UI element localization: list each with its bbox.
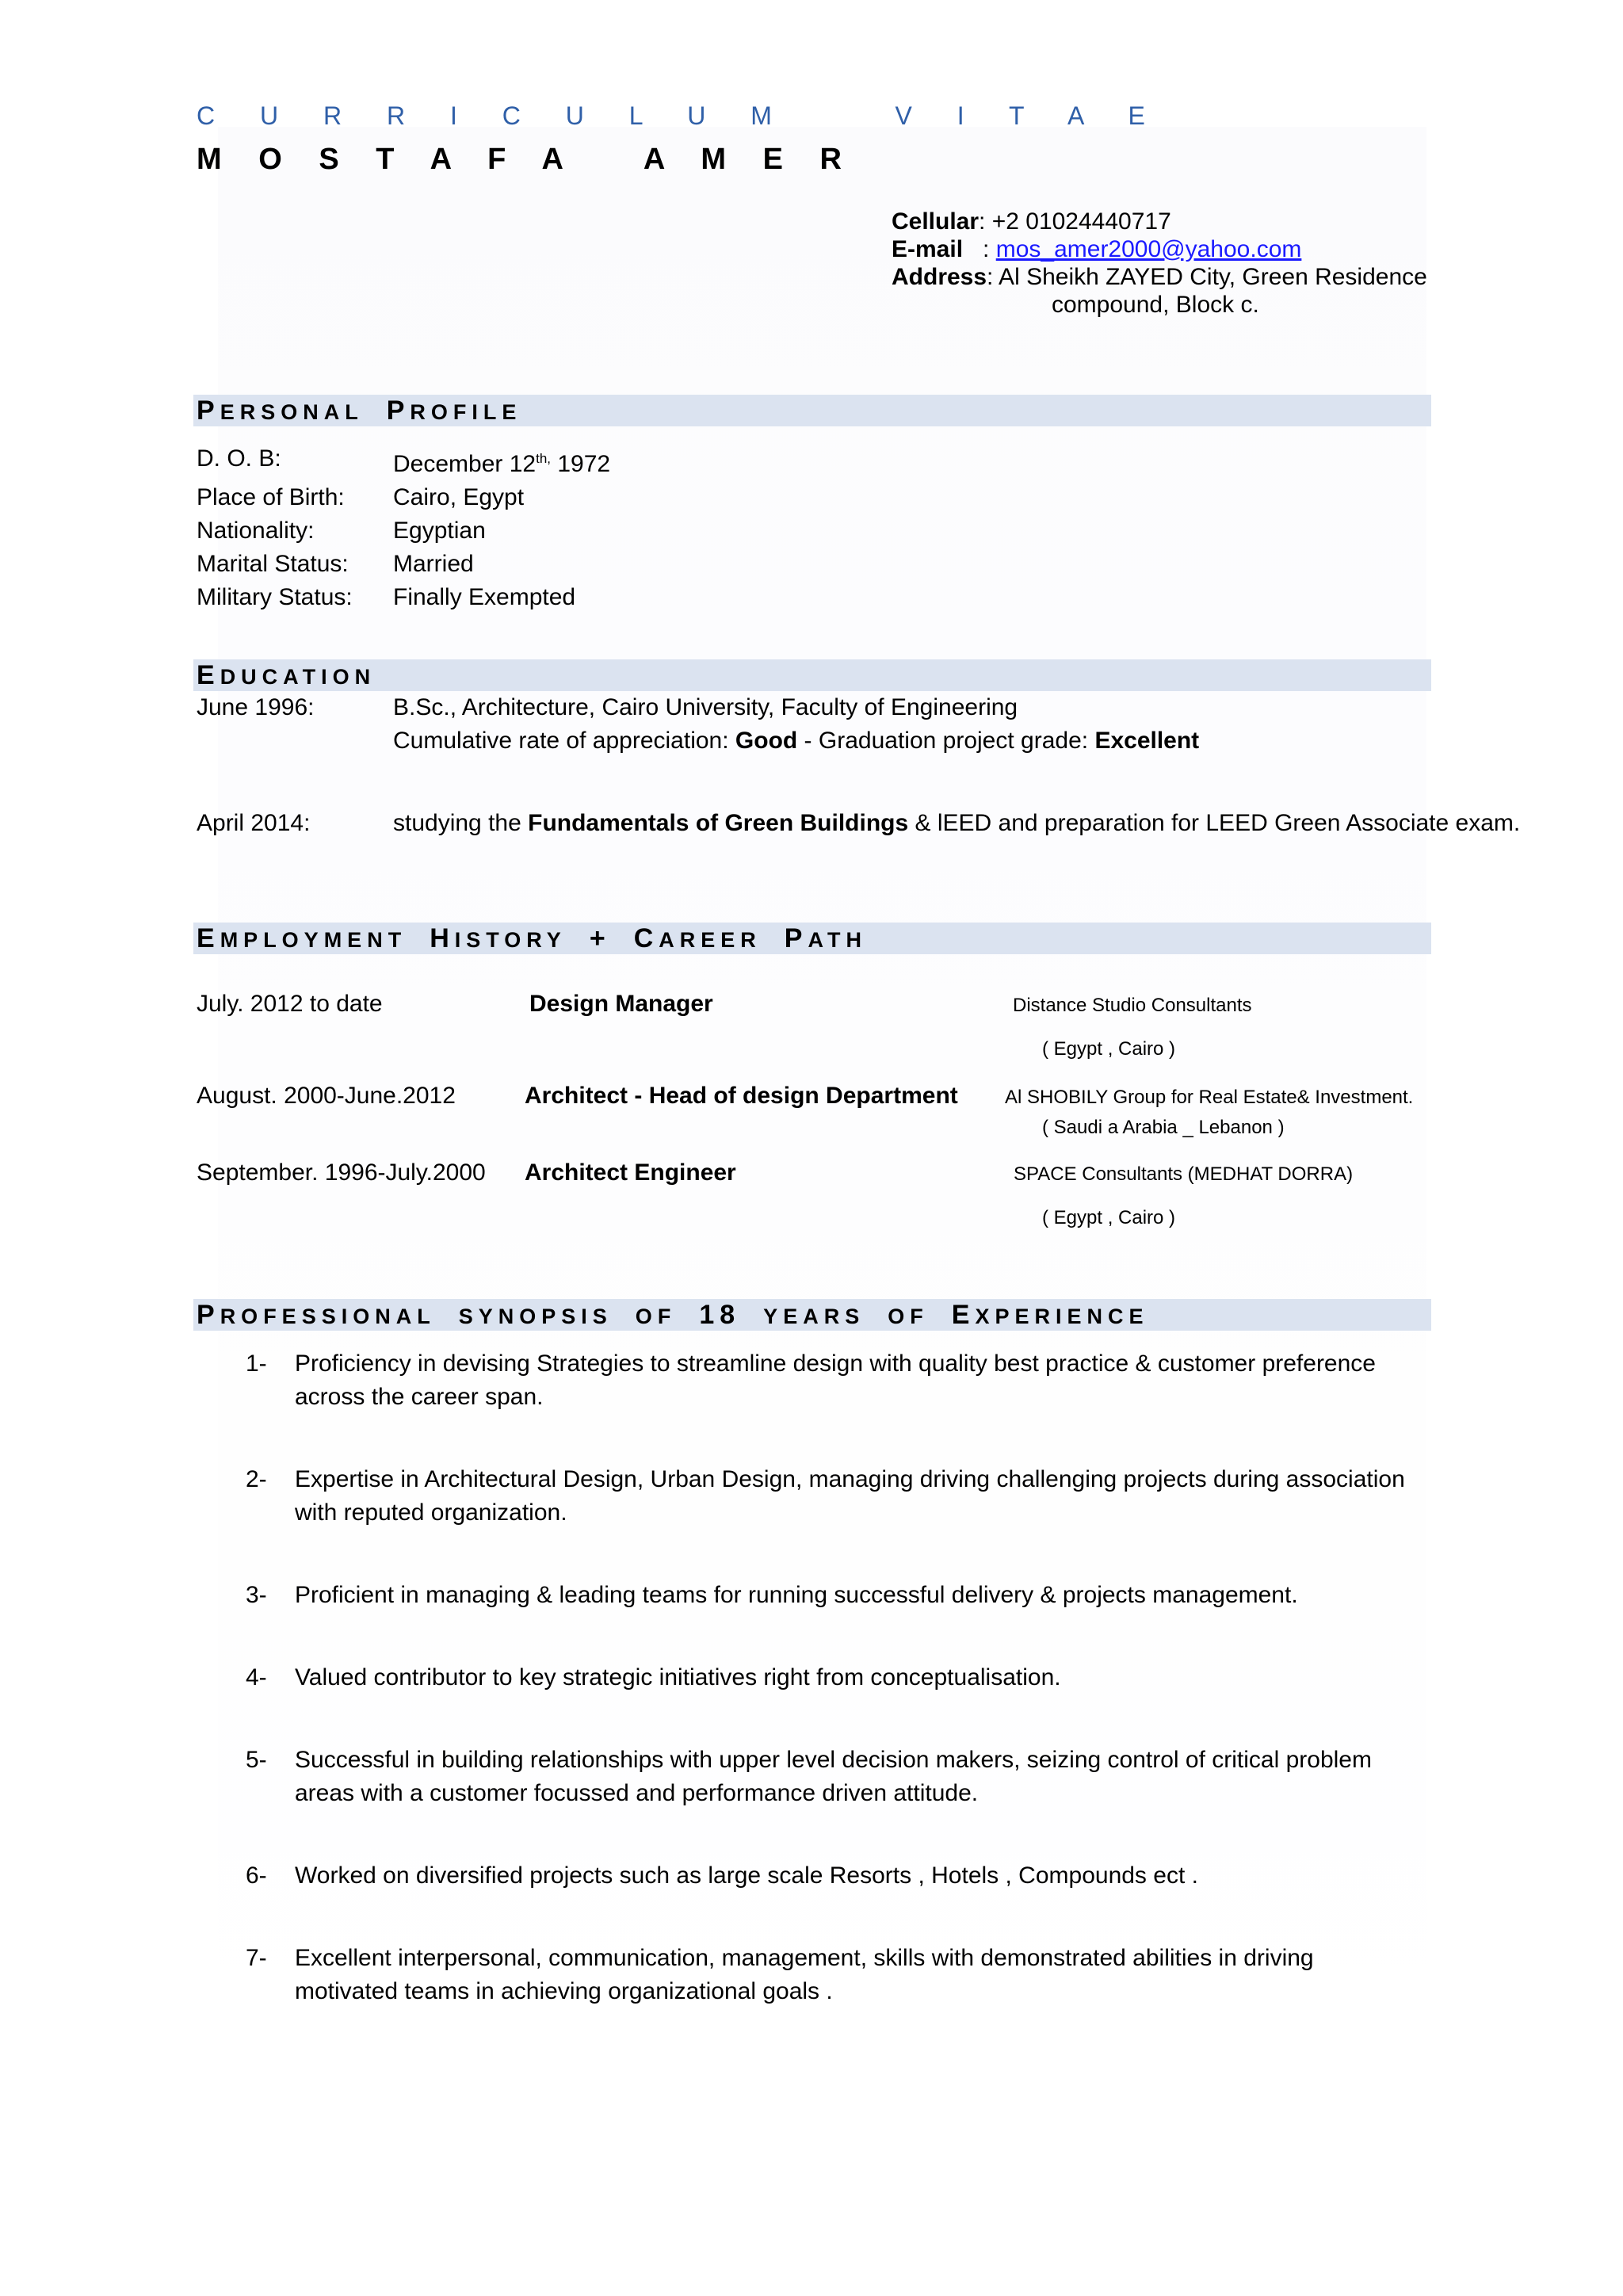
cellular-label: Cellular — [892, 208, 980, 235]
section-employment — [193, 923, 1431, 954]
cellular-value: : +2 01024440717 — [979, 208, 1171, 235]
section-education — [193, 659, 1431, 691]
pob-label: Place of Birth: — [197, 484, 345, 510]
education-course: studying the Fundamentals of Green Buildings & lEED and preparation for LEED Green Associate exam. — [393, 810, 1521, 836]
military-row — [197, 581, 610, 614]
cv-title: C U R R I C U L U M V I T A E — [197, 101, 1164, 130]
section-heading: EDUCATION — [197, 660, 376, 690]
address-label: Address — [892, 264, 987, 290]
list-item: 3- Proficient in managing & leading teams for running successful delivery & projects management. — [246, 1582, 1298, 1608]
nationality-label: Nationality: — [197, 518, 315, 544]
nationality-value: Egyptian — [393, 518, 486, 544]
education-entry-1 — [197, 691, 1423, 758]
address-line-1: : Al Sheikh ZAYED City, Green Residence — [987, 264, 1427, 290]
marital-row — [197, 548, 610, 581]
job-company: Al SHOBILY Group for Real Estate& Investment. — [1005, 1087, 1414, 1108]
job-company: Distance Studio Consultants — [1013, 995, 1252, 1016]
contact-block — [892, 208, 1427, 319]
military-label: Military Status: — [197, 584, 353, 610]
education-entry-2 — [197, 807, 1566, 840]
job-location: ( Egypt , Cairo ) — [1042, 1038, 1176, 1060]
list-item: 1- Proficiency in devising Strategies to streamline design with quality best practice & customer preference across the career span. — [246, 1350, 1376, 1410]
job-title: Design Manager — [529, 991, 713, 1017]
list-item: 6- Worked on diversified projects such as large scale Resorts , Hotels , Compounds ect . — [246, 1862, 1198, 1889]
job-date: July. 2012 to date — [197, 991, 383, 1017]
military-value: Finally Exempted — [393, 584, 576, 610]
job-location: ( Saudi a Arabia _ Lebanon ) — [1042, 1117, 1285, 1138]
section-personal-profile — [193, 395, 1431, 426]
job-date: September. 1996-July.2000 — [197, 1159, 486, 1186]
dob-row — [197, 442, 610, 481]
job-date: August. 2000-June.2012 — [197, 1083, 456, 1109]
education-date: June 1996: — [197, 694, 315, 720]
email-label: E-mail — [892, 236, 964, 262]
section-heading: PERSONAL PROFILE — [197, 395, 522, 426]
section-synopsis — [193, 1299, 1431, 1331]
dob-value: December $12^{th,}$ 1972 — [393, 451, 611, 477]
pob-value: Cairo, Egypt — [393, 484, 525, 510]
education-date: April 2014: — [197, 810, 311, 836]
cellular-row — [892, 208, 1427, 235]
candidate-name: M O S T A F A A M E R — [197, 143, 856, 176]
address-row — [892, 263, 1427, 291]
job-company: SPACE Consultants (MEDHAT DORRA) — [1014, 1163, 1354, 1185]
marital-label: Marital Status: — [197, 551, 349, 577]
education-grades: Cumulative rate of appreciation: Good - Graduation project grade: Excellent — [393, 728, 1200, 754]
personal-profile-list — [197, 442, 610, 614]
job-title: Architect - Head of design Department — [525, 1083, 958, 1109]
job-title: Architect Engineer — [525, 1159, 736, 1186]
nationality-row — [197, 514, 610, 548]
email-separator: : — [963, 236, 996, 262]
list-item: 2- Expertise in Architectural Design, Urban Design, managing driving challenging projects during association with reputed organization. — [246, 1466, 1405, 1526]
job-location: ( Egypt , Cairo ) — [1042, 1207, 1176, 1228]
education-degree: B.Sc., Architecture, Cairo University, Faculty of Engineering — [393, 694, 1018, 720]
list-item: 5- Successful in building relationships with upper level decision makers, seizing control of critical problem areas with a customer focussed and performance driven attitude. — [246, 1747, 1372, 1806]
section-heading: PROFESSIONAL SYNOPSIS OF 18 YEARS OF EXPERIENCE — [197, 1300, 1149, 1330]
pob-row — [197, 481, 610, 514]
list-item: 4- Valued contributor to key strategic initiatives right from conceptualisation. — [246, 1664, 1061, 1690]
marital-value: Married — [393, 551, 474, 577]
email-link[interactable]: mos_amer2000@yahoo.com — [995, 236, 1302, 262]
section-heading: EMPLOYMENT HISTORY + CAREER PATH — [197, 923, 867, 953]
address-line-2: compound, Block c. — [1052, 292, 1259, 318]
list-item: 7- Excellent interpersonal, communication, management, skills with demonstrated abilities in driving motivated teams in achieving organizational goals . — [246, 1945, 1314, 2004]
dob-label: D. O. B: — [197, 445, 281, 472]
email-row — [892, 235, 1427, 263]
